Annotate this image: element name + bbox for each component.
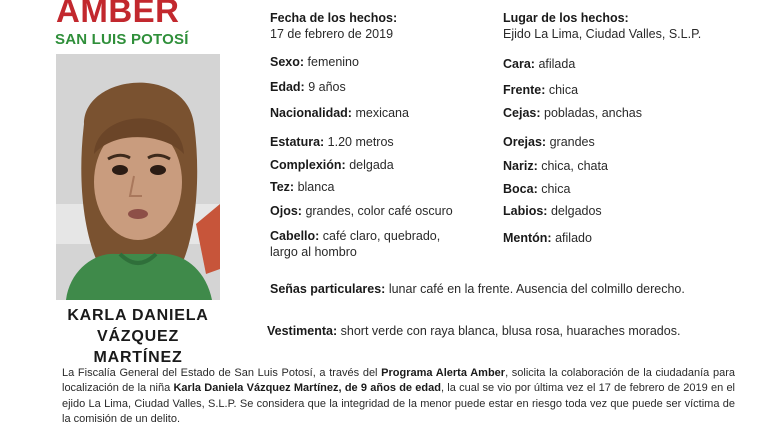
- detail-label: Labios:: [503, 204, 548, 218]
- incident-date-value: 17 de febrero de 2019: [270, 27, 394, 41]
- detail-value: mexicana: [355, 106, 409, 120]
- detail-nose: [503, 158, 608, 174]
- clothing-label: Vestimenta:: [267, 324, 338, 338]
- detail-label: Cara:: [503, 57, 535, 71]
- notice-text-part2: , solicita la colaboración de la ciudadanía para localización de la niña: [62, 367, 735, 395]
- child-full-name: [56, 305, 220, 368]
- detail-value: 9 años: [308, 80, 346, 94]
- detail-nationality: [270, 105, 409, 121]
- detail-value: femenino: [307, 55, 359, 69]
- detail-eyebrows: [503, 105, 642, 121]
- detail-build: [270, 157, 394, 173]
- detail-complexion: [270, 179, 334, 195]
- amber-logo-title: AMBER: [56, 0, 180, 29]
- detail-value: delgada: [349, 158, 394, 172]
- child-portrait-image: [56, 54, 220, 300]
- detail-label: Nacionalidad:: [270, 106, 352, 120]
- detail-value: grandes, color café oscuro: [305, 204, 453, 218]
- detail-age: [270, 79, 346, 95]
- detail-lips: [503, 203, 602, 219]
- detail-value: 1.20 metros: [327, 135, 394, 149]
- child-name-line1: KARLA DANIELA: [67, 307, 209, 324]
- detail-sex: [270, 54, 359, 70]
- detail-label: Orejas:: [503, 135, 547, 149]
- detail-value: delgados: [550, 204, 602, 218]
- clothing-value: short verde con raya blanca, blusa rosa, huaraches morados.: [340, 324, 681, 338]
- detail-mouth: [503, 181, 570, 197]
- detail-label: Nariz:: [503, 159, 538, 173]
- incident-date-label: Fecha de los hechos:: [270, 11, 398, 25]
- detail-face: [503, 56, 575, 72]
- detail-value: chica: [548, 83, 579, 97]
- amber-logo-subtitle: SAN LUIS POTOSÍ: [55, 31, 189, 48]
- detail-chin: [503, 230, 592, 246]
- marks-value: lunar café en la frente. Ausencia del colmillo derecho.: [388, 282, 685, 296]
- notice-child-reference: Karla Daniela Vázquez Martínez, de 9 años de edad: [173, 382, 441, 395]
- detail-value: grandes: [549, 135, 595, 149]
- detail-label: Tez:: [270, 180, 295, 194]
- detail-value: pobladas, anchas: [544, 106, 643, 120]
- notice-text-part1: La Fiscalía General del Estado de San Luis Potosí, a través del: [62, 367, 382, 379]
- clothing: [267, 323, 680, 339]
- detail-label: Sexo:: [270, 55, 305, 69]
- child-photo: [56, 54, 220, 300]
- detail-forehead: [503, 82, 578, 98]
- detail-value: afilado: [555, 231, 592, 245]
- incident-date: [270, 10, 397, 42]
- detail-label: Ojos:: [270, 204, 302, 218]
- detail-label: Cejas:: [503, 106, 541, 120]
- detail-value: afilada: [538, 57, 576, 71]
- marks-label: Señas particulares:: [270, 282, 386, 296]
- alert-notice-paragraph: [62, 366, 735, 427]
- incident-place-label: Lugar de los hechos:: [503, 11, 629, 25]
- detail-label: Estatura:: [270, 135, 325, 149]
- detail-value: blanca: [297, 180, 335, 194]
- detail-height: [270, 134, 394, 150]
- child-name-line2: VÁZQUEZ MARTÍNEZ: [93, 328, 183, 366]
- detail-value: chica, chata: [541, 159, 608, 173]
- incident-place: [503, 10, 701, 42]
- detail-label: Frente:: [503, 83, 546, 97]
- detail-eyes: [270, 203, 453, 219]
- notice-program-name: Programa Alerta Amber: [381, 367, 506, 379]
- detail-value-line2: largo al hombro: [270, 245, 357, 259]
- detail-hair: [270, 228, 440, 260]
- detail-ears: [503, 134, 595, 150]
- detail-label: Cabello:: [270, 229, 320, 243]
- notice-text-part3: , la cual se vio por última vez el 17 de febrero de 2019 en el ejido La Lima, Ciudad Valles, S.L.P. Se considera que la integridad de la menor puede estar en riesgo toda vez que puede ser víctima de la comisión de un delito.: [62, 382, 736, 425]
- incident-place-value: Ejido La Lima, Ciudad Valles, S.L.P.: [503, 27, 702, 41]
- detail-value: café claro, quebrado,: [322, 229, 441, 243]
- detail-label: Edad:: [270, 80, 305, 94]
- distinguishing-marks: [270, 281, 685, 297]
- detail-value: chica: [541, 182, 571, 196]
- detail-label: Boca:: [503, 182, 538, 196]
- detail-label: Complexión:: [270, 158, 346, 172]
- detail-label: Mentón:: [503, 231, 552, 245]
